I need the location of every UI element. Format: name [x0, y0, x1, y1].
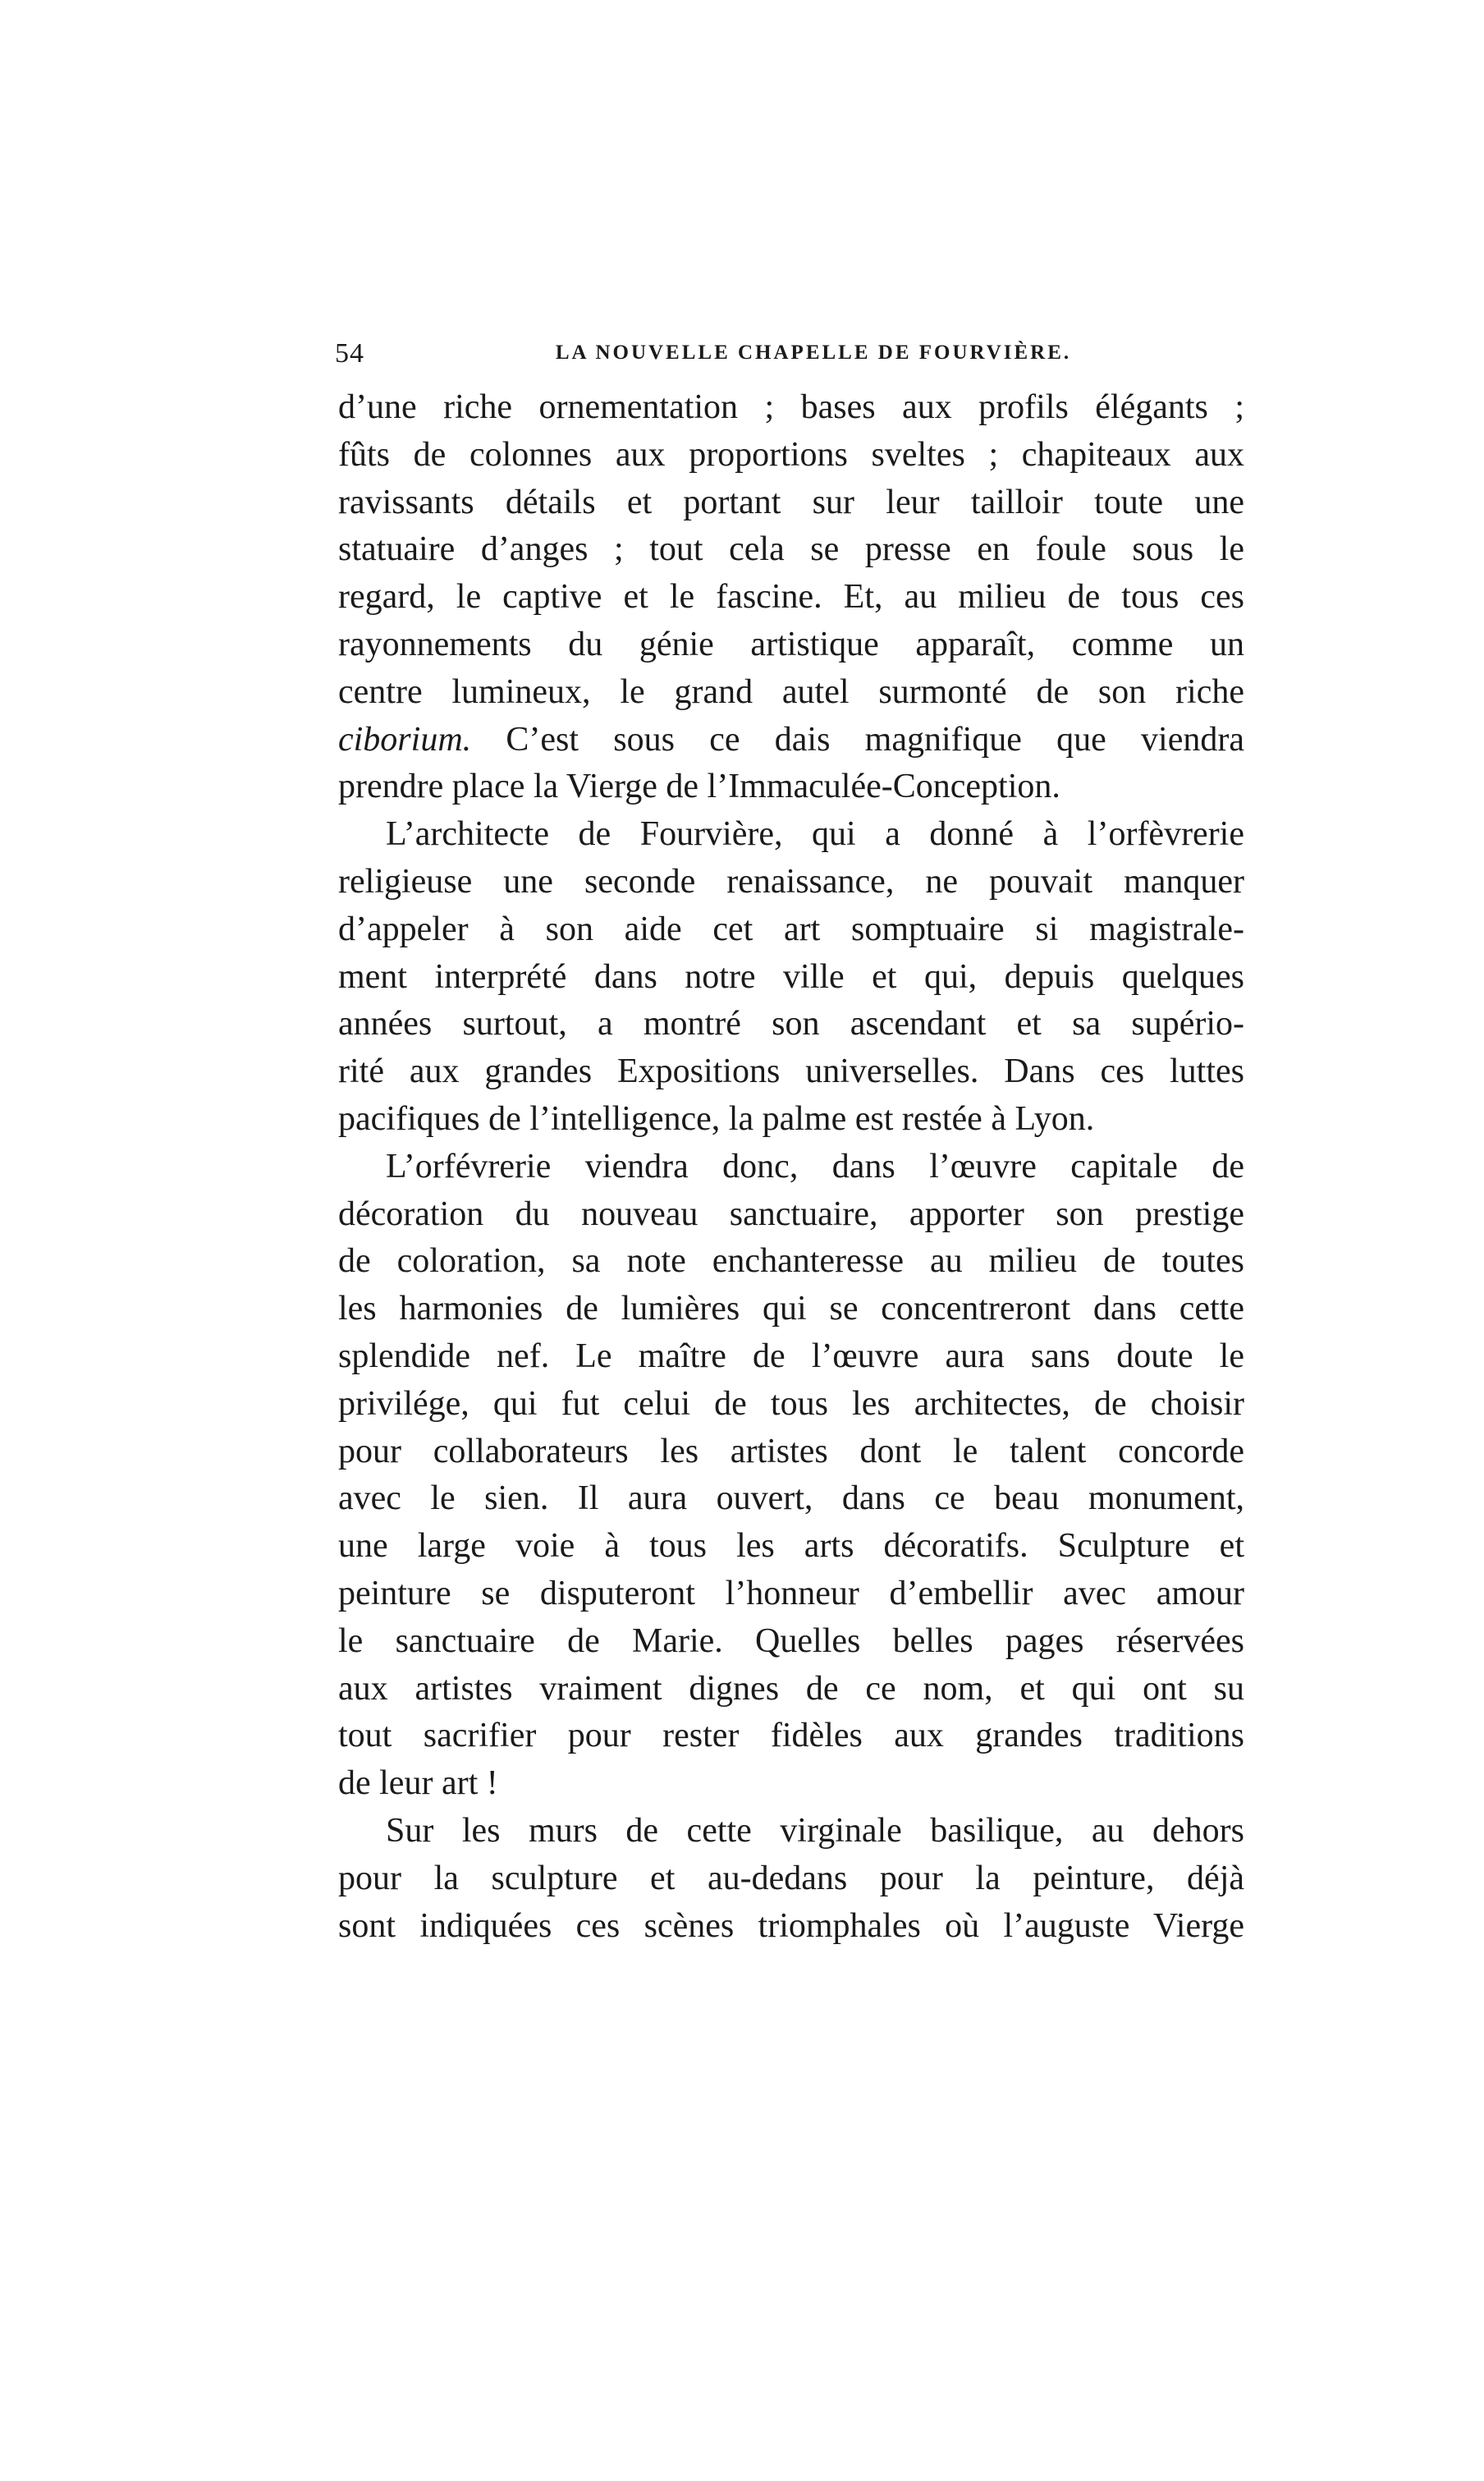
text-line: aux artistes vraiment dignes de ce nom, et qui ont su — [338, 1669, 1244, 1708]
text-line: Sur les murs de cette virginale basilique, au dehors — [386, 1811, 1244, 1850]
paragraph-4 — [338, 1808, 1244, 1950]
text-line: regard, le captive et le fascine. Et, au milieu de tous ces — [338, 578, 1244, 617]
text-line: une large voie à tous les arts décoratifs. Sculpture et — [338, 1527, 1244, 1566]
italic-word: ciborium. — [338, 720, 472, 759]
body-text — [338, 384, 1244, 1950]
text-fragment: C’est sous ce dais magnifique que viendra — [471, 720, 1244, 759]
text-line: privilége, qui fut celui de tous les architectes, de choisir — [338, 1384, 1244, 1423]
text-line: centre lumineux, le grand autel surmonté de son riche — [338, 672, 1244, 711]
text-line: ment interprété dans notre ville et qui, depuis quelques — [338, 957, 1244, 996]
text-line: tout sacrifier pour rester fidèles aux grandes traditions — [338, 1717, 1244, 1755]
text-line: religieuse une seconde renaissance, ne pouvait manquer — [338, 862, 1244, 901]
running-title: LA NOUVELLE CHAPELLE DE FOURVIÈRE. — [555, 342, 1072, 364]
paragraph-2 — [338, 811, 1244, 1144]
text-line: avec le sien. Il aura ouvert, dans ce beau monument, — [338, 1479, 1244, 1518]
text-line: rayonnements du génie artistique apparaît, comme un — [338, 625, 1244, 663]
text-line: décoration du nouveau sanctuaire, apporter son prestige — [338, 1195, 1244, 1233]
paragraph-3 — [338, 1144, 1244, 1808]
text-line: ravissants détails et portant sur leur tailloir toute une — [338, 483, 1244, 521]
text-line: pacifiques de l’intelligence, la palme est restée à Lyon. — [338, 1099, 1095, 1138]
text-line: prendre place la Vierge de l’Immaculée-Conception. — [338, 768, 1060, 806]
page-header — [335, 338, 1243, 384]
text-line: pour collaborateurs les artistes dont le talent concorde — [338, 1432, 1244, 1470]
text-line: statuaire d’anges ; tout cela se presse en foule sous le — [338, 530, 1244, 569]
text-line: d’appeler à son aide cet art somptuaire si magistrale- — [338, 910, 1244, 948]
text-line: L’architecte de Fourvière, qui a donné à l’orfèvrerie — [386, 815, 1244, 854]
text-line-with-italic — [338, 717, 1244, 764]
text-line: sont indiquées ces scènes triomphales où l’auguste Vierge — [338, 1906, 1244, 1945]
page-number: 54 — [335, 338, 364, 369]
text-line: pour la sculpture et au-dedans pour la peinture, déjà — [338, 1859, 1244, 1897]
text-line: de coloration, sa note enchanteresse au milieu de toutes — [338, 1242, 1244, 1281]
text-line: le sanctuaire de Marie. Quelles belles pages réservées — [338, 1621, 1244, 1660]
text-line: de leur art ! — [338, 1764, 498, 1803]
text-line: peinture se disputeront l’honneur d’embellir avec amour — [338, 1574, 1244, 1612]
text-line: L’orfévrerie viendra donc, dans l’œuvre capitale de — [386, 1147, 1244, 1185]
text-line: fûts de colonnes aux proportions sveltes ; chapiteaux aux — [338, 435, 1244, 474]
paragraph-1 — [338, 384, 1244, 811]
text-line: d’une riche ornementation ; bases aux profils élégants ; — [338, 388, 1244, 426]
text-line: les harmonies de lumières qui se concentreront dans cette — [338, 1290, 1244, 1328]
text-line: années surtout, a montré son ascendant et sa supério- — [338, 1005, 1244, 1043]
text-line: rité aux grandes Expositions universelles. Dans ces luttes — [338, 1052, 1244, 1091]
text-line: splendide nef. Le maître de l’œuvre aura sans doute le — [338, 1337, 1244, 1375]
